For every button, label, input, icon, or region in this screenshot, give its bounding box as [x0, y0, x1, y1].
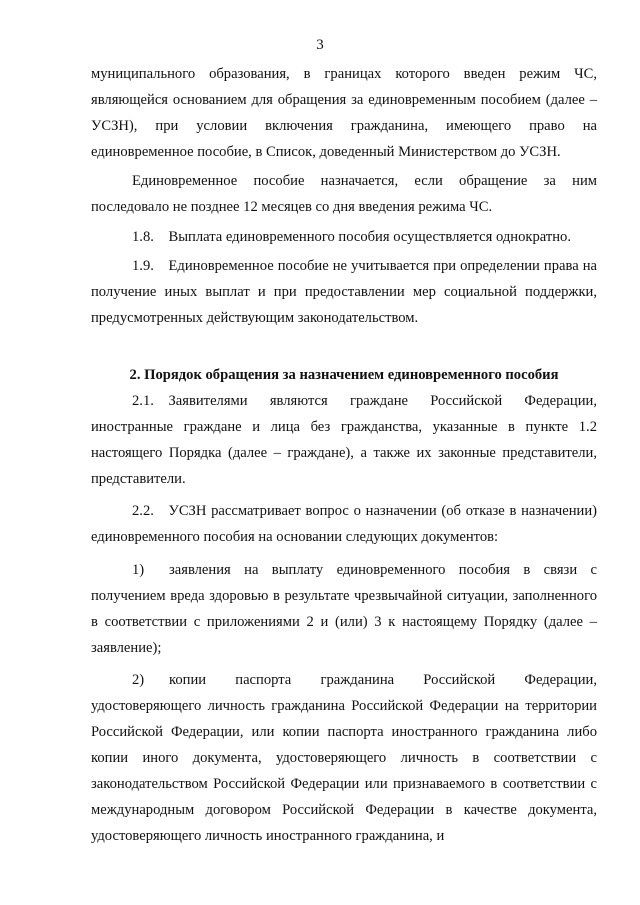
page-number: 3	[316, 37, 324, 53]
list-item-text: заявления на выплату единовременного пособия в связи с получением вреда здоровью в результате чрезвычайной ситуации, заполненного в соответствии с приложениями 2 и (или) 3 к настоящему Порядку (далее – заявление);	[91, 561, 597, 656]
list-item-number: 2)	[132, 671, 145, 688]
list-item-number: 1)	[132, 561, 145, 578]
paragraph-deadline: Единовременное пособие назначается, если обращение за ним последовало не позднее 12 месяцев со дня введения режима ЧС.	[91, 173, 597, 216]
paragraph-continuation: муниципального образования, в границах которого введен режим ЧС, являющейся основанием для обращения за единовременным пособием (далее – УСЗН), при условии включения гражданина, имеющего право на единовременное пособие, в Список, доведенный Министерством до УСЗН.	[91, 66, 597, 161]
section-heading: 2. Порядок обращения за назначением единовременного пособия	[129, 366, 559, 383]
list-item	[91, 557, 597, 661]
paragraph-1-9: 1.9. Единовременное пособие не учитывается при определении права на получение иных выплат и при предоставлении мер социальной поддержки, предусмотренных действующим законодательством.	[91, 257, 597, 326]
list-item	[91, 667, 597, 850]
paragraph-1-8: 1.8. Выплата единовременного пособия осуществляется однократно.	[132, 228, 571, 245]
list-item-text: копии паспорта гражданина Российской Федерации, удостоверяющего личность гражданина Российской Федерации на территории Российской Федерации, или копии паспорта иностранного гражданина либо копии иного документа, удостоверяющего личность в соответствии с законодательством Российской Федерации или признаваемого в соответствии с международным договором Российской Федерации в качестве документа, удостоверяющего личность иностранного гражданина, и	[91, 671, 597, 845]
paragraph-2-1: 2.1. Заявителями являются граждане Российской Федерации, иностранные граждане и лица без гражданства, указанные в пункте 1.2 настоящего Порядка (далее – граждане), а также их законные представители, представители.	[91, 392, 597, 488]
document-body	[91, 61, 597, 850]
paragraph-2-2: 2.2. УСЗН рассматривает вопрос о назначении (об отказе в назначении) единовременного пособия на основании следующих документов:	[91, 503, 597, 546]
